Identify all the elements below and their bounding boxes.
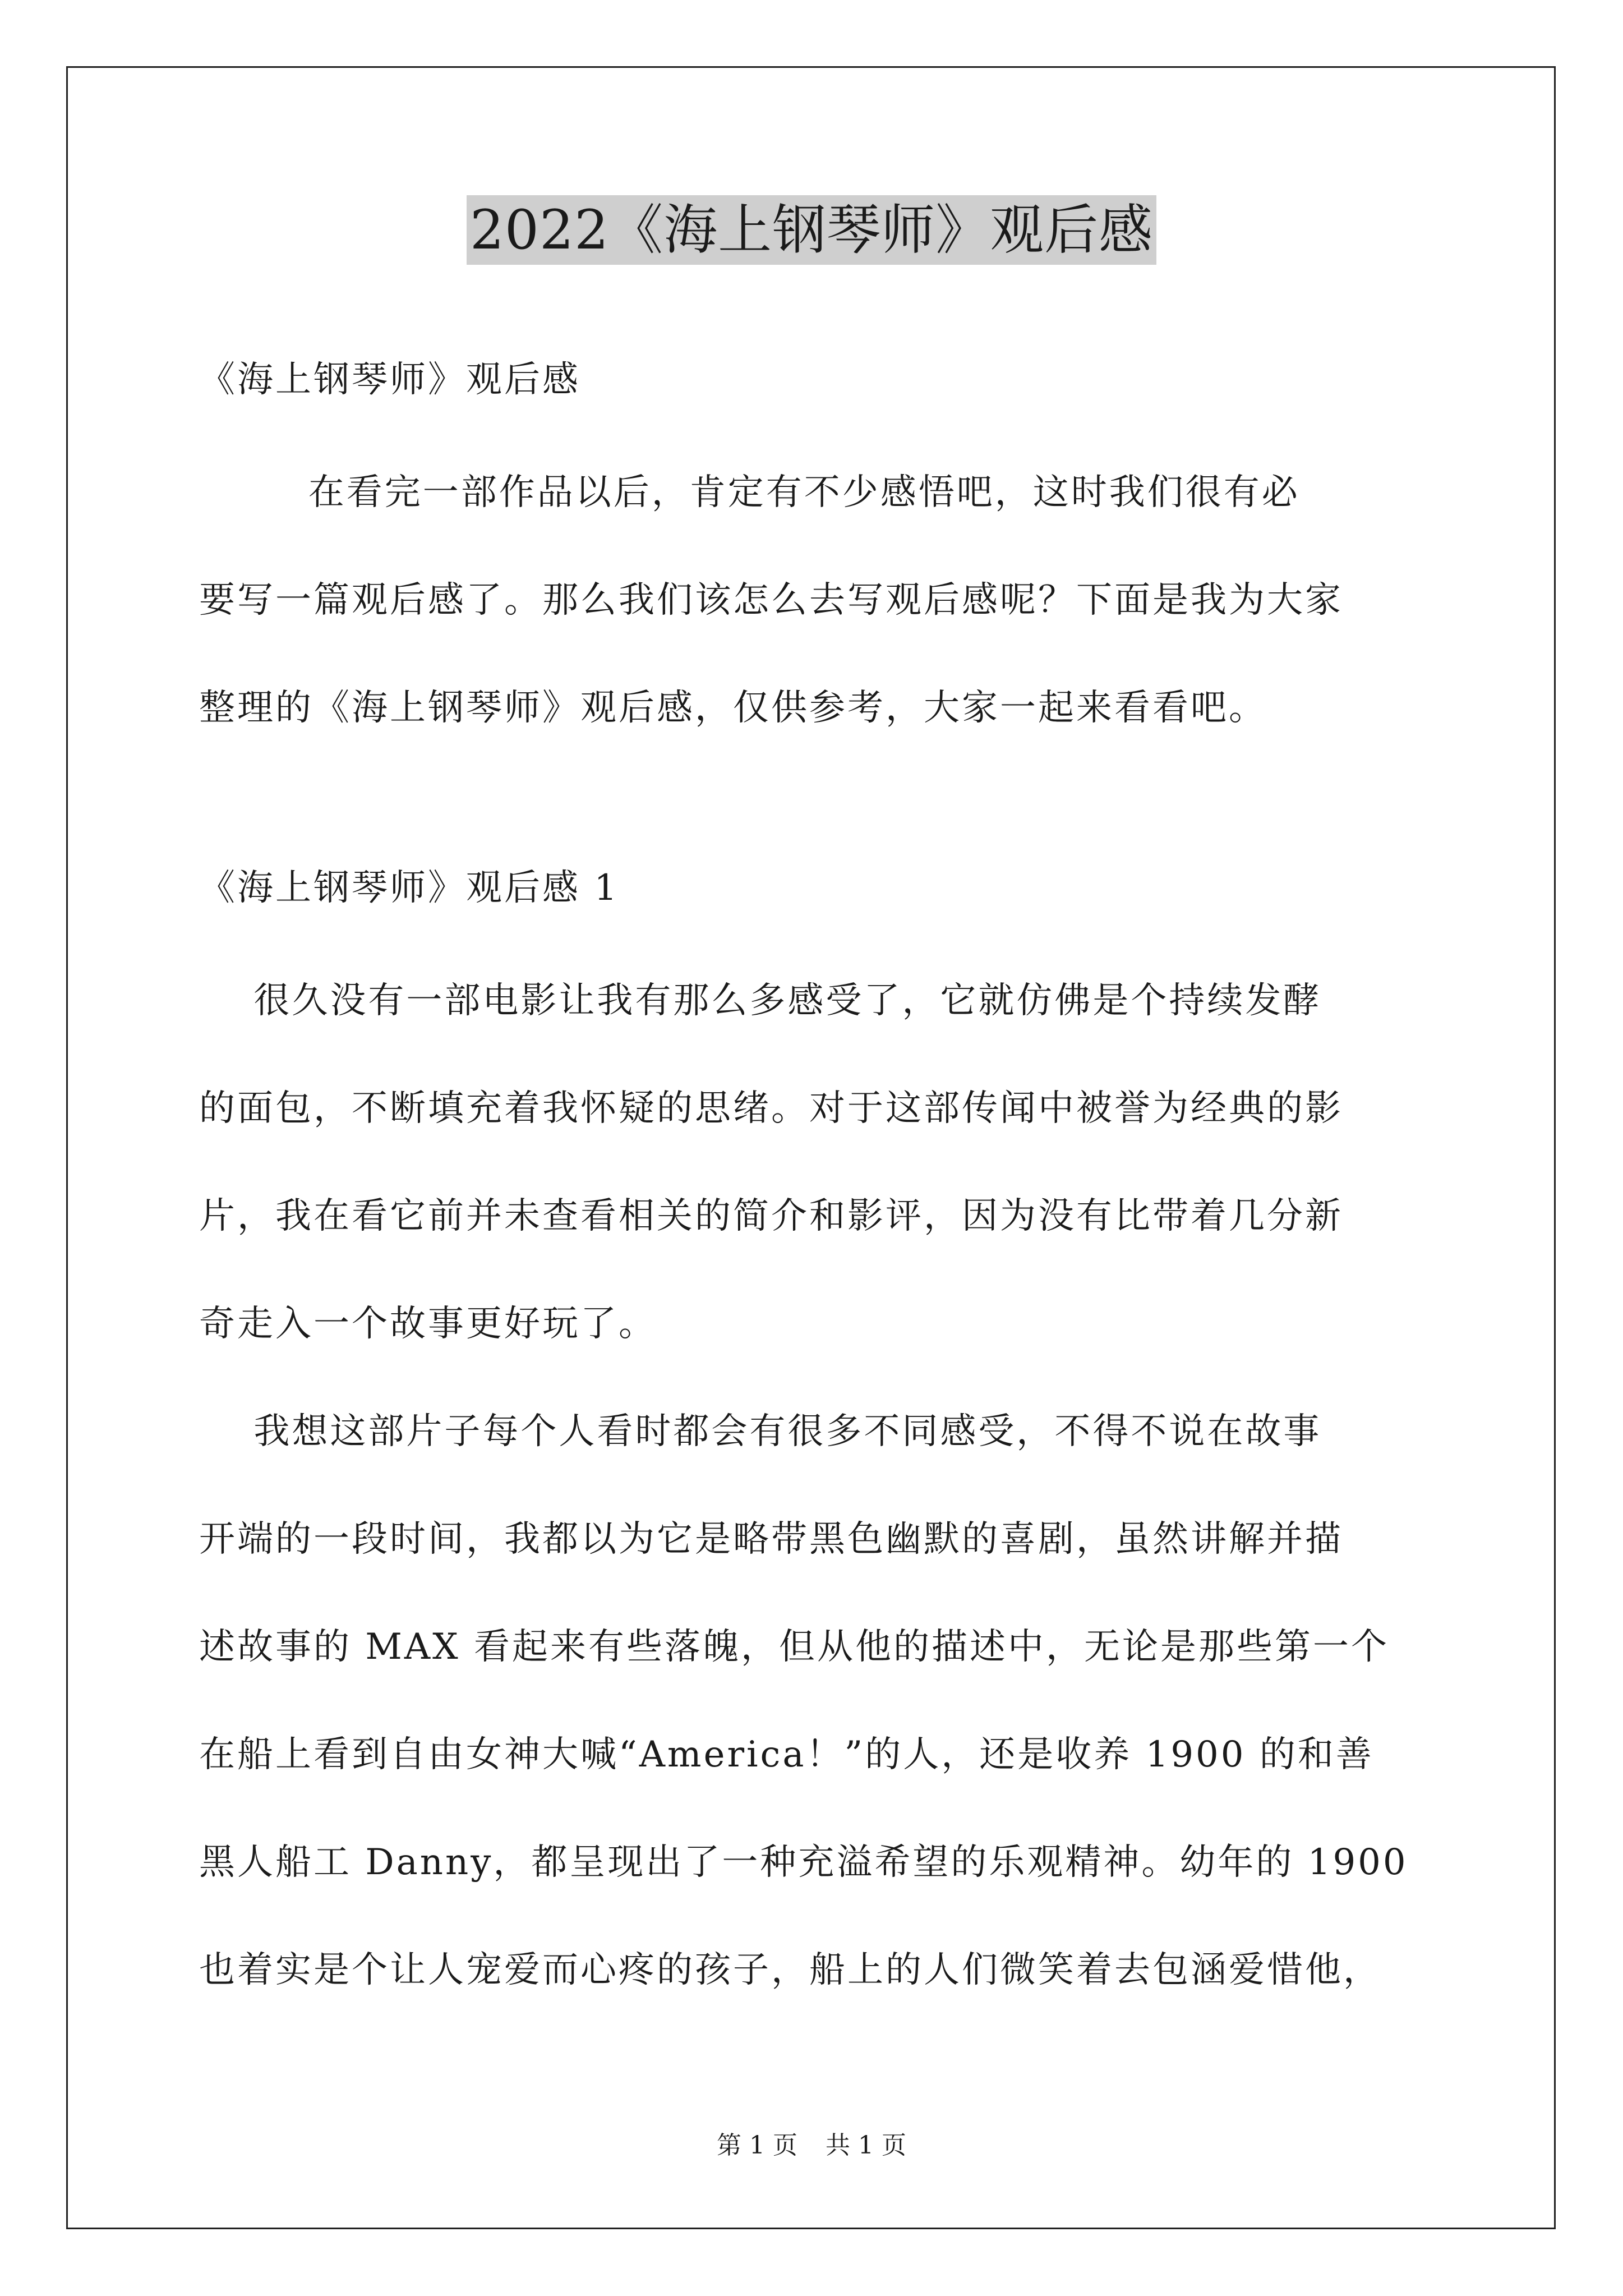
- paragraph-line: 述故事的 MAX 看起来有些落魄，但从他的描述中，无论是那些第一个: [199, 1626, 1389, 1668]
- page-number: 第 1 页: [717, 2131, 797, 2160]
- paragraph-line: 我想这部片子每个人看时都会有很多不同感受，不得不说在故事: [199, 1411, 1322, 1452]
- section-heading: 《海上钢琴师》观后感 1: [199, 867, 620, 909]
- intro-line: 整理的《海上钢琴师》观后感，仅供参考，大家一起来看看吧。: [199, 687, 1267, 729]
- paragraph-line: 也着实是个让人宠爱而心疼的孩子，船上的人们微笑着去包涵爱惜他，: [199, 1949, 1381, 1991]
- paragraph-line: 的面包，不断填充着我怀疑的思绪。对于这部传闻中被誉为经典的影: [199, 1088, 1343, 1129]
- paragraph-line: 在船上看到自由女神大喊“America！”的人，还是收养 1900 的和善: [199, 1734, 1374, 1775]
- document-title: [0, 191, 1623, 269]
- paragraph-line: 奇走入一个故事更好玩了。: [199, 1303, 657, 1345]
- paragraph-line: 很久没有一部电影让我有那么多感受了，它就仿佛是个持续发酵: [199, 980, 1322, 1022]
- page-total: 共 1 页: [826, 2131, 906, 2160]
- page-footer: [0, 2129, 1623, 2162]
- document-title-text: 2022《海上钢琴师》观后感: [467, 195, 1156, 265]
- document-subtitle: 《海上钢琴师》观后感: [199, 359, 580, 401]
- paragraph-line: 片，我在看它前并未查看相关的简介和影评，因为没有比带着几分新: [199, 1195, 1343, 1237]
- intro-line: 在看完一部作品以后，肯定有不少感悟吧，这时我们很有必: [199, 472, 1300, 513]
- paragraph-line: 开端的一段时间，我都以为它是略带黑色幽默的喜剧，虽然讲解并描: [199, 1519, 1343, 1560]
- document-body: [199, 343, 1427, 2024]
- paragraph-line: 黑人船工 Danny，都呈现出了一种充溢希望的乐观精神。幼年的 1900: [199, 1842, 1408, 1883]
- intro-line: 要写一篇观后感了。那么我们该怎么去写观后感呢？下面是我为大家: [199, 579, 1343, 621]
